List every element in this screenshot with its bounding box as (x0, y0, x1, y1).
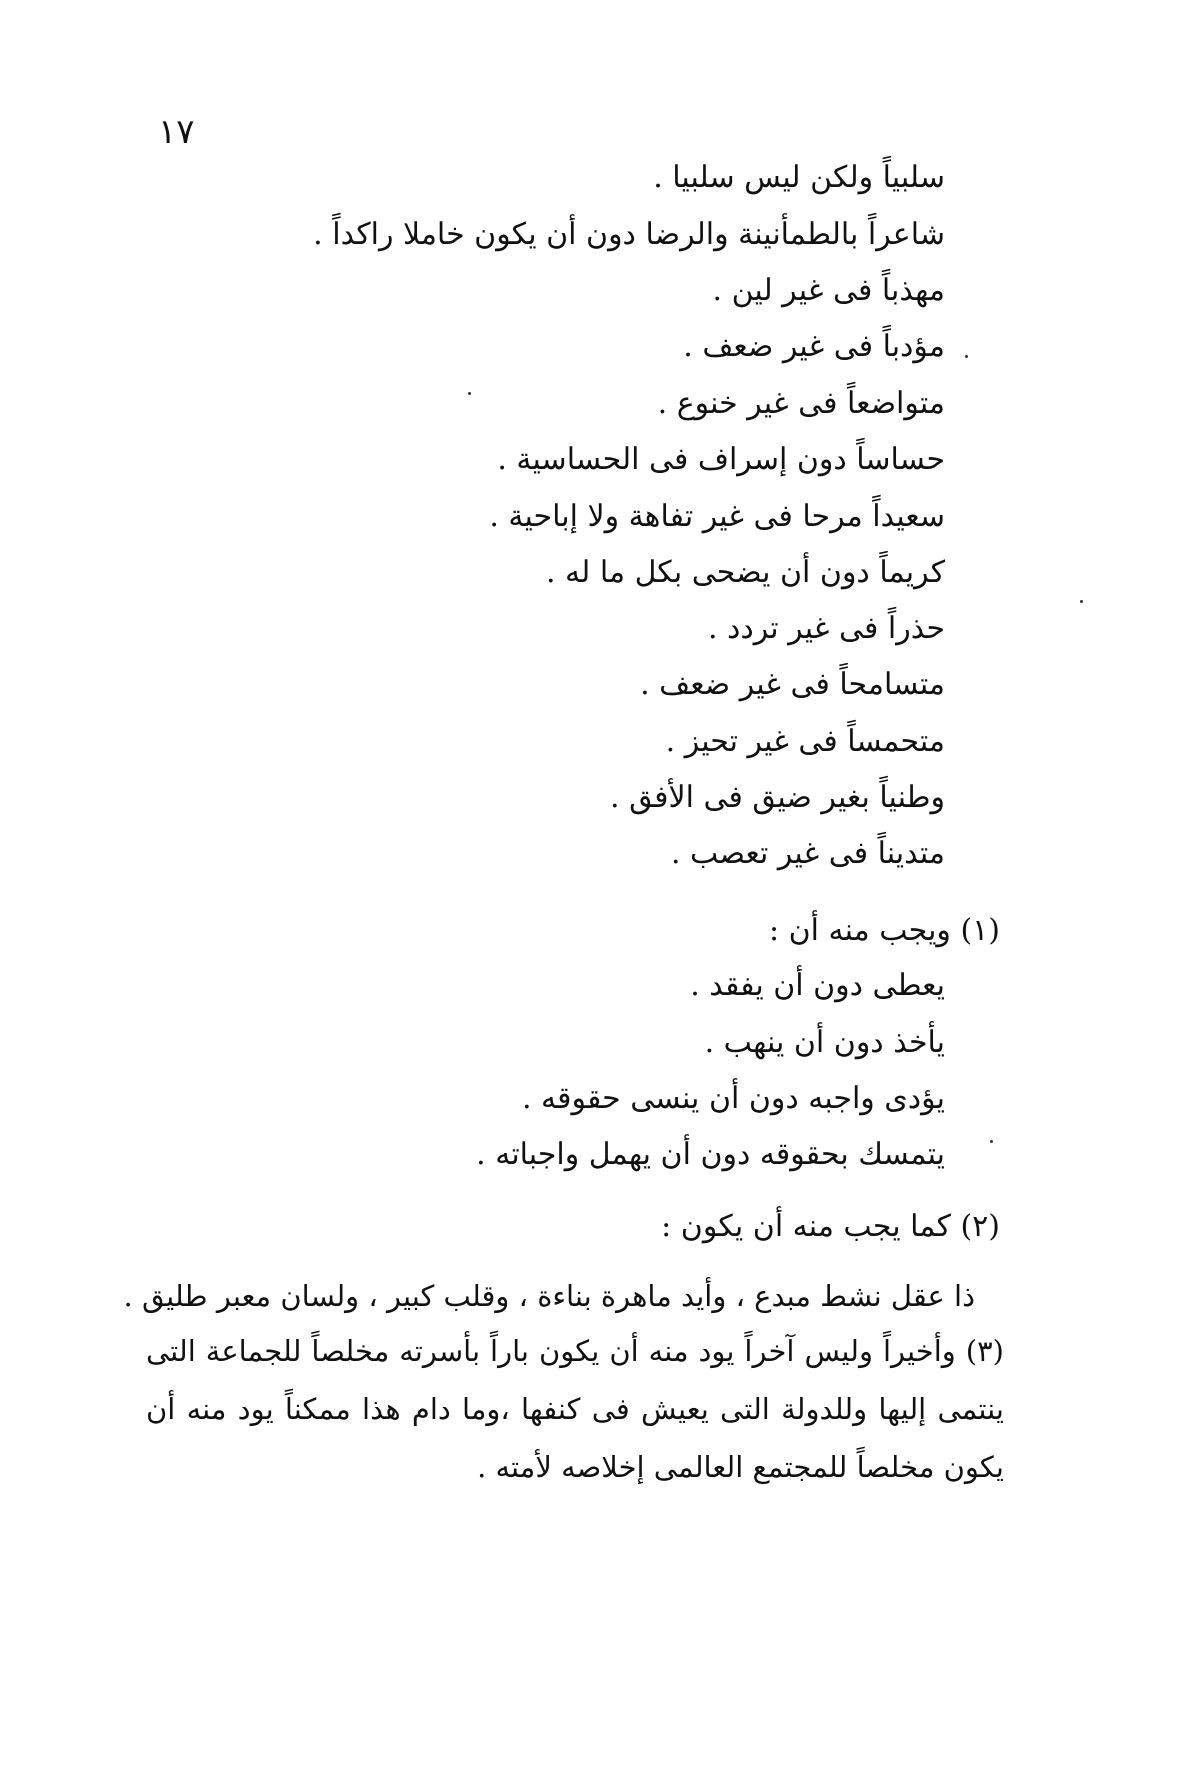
trait-line: متحمساً فى غير تحيز . (665, 724, 945, 759)
trait-line: حساساً دون إسراف فى الحساسية . (497, 442, 945, 477)
trait-line: سعيداً مرحا فى غير تفاهة ولا إباحية . (489, 499, 945, 534)
section-1-item: يعطى دون أن يفقد . (690, 968, 945, 1003)
trait-line: متسامحاً فى غير ضعف . (640, 667, 945, 702)
section-1-heading: (١) ويجب منه أن : (768, 913, 1000, 948)
trait-line: وطنياً بغير ضيق فى الأفق . (610, 780, 945, 815)
scan-speck (965, 355, 968, 358)
trait-line: شاعراً بالطمأنينة والرضا دون أن يكون خاملا راكداً . (313, 217, 945, 252)
section-2-heading: (٢) كما يجب منه أن يكون : (661, 1209, 1000, 1244)
trait-line: مؤدباً فى غير ضعف . (683, 329, 945, 364)
trait-line: حذراً فى غير تردد . (707, 611, 945, 646)
section-2-text: ذا عقل نشط مبدع ، وأيد ماهرة بناءة ، وقلب كبير ، ولسان معبر طليق . (123, 1279, 975, 1313)
trait-line: سلبياً ولكن ليس سلبيا . (653, 160, 945, 195)
trait-line: متواضعاً فى غير خنوع . (657, 386, 945, 421)
section-3-paragraph: (٣) وأخيراً وليس آخراً يود منه أن يكون باراً بأسرته مخلصاً للجماعة التى ينتمى إليها وللدولة التى يعيش فى كنفها ،وما دام هذا ممكناً يود منه أن يكون مخلصاً للمجتمع العالمى إخلاصه لأمته . (146, 1334, 1004, 1484)
scan-speck (990, 1140, 993, 1143)
trait-line: مهذباً فى غير لين . (712, 273, 945, 308)
scan-speck (1080, 600, 1083, 603)
scan-speck (468, 392, 471, 395)
section-1-item: يتمسك بحقوقه دون أن يهمل واجباته . (476, 1137, 945, 1172)
trait-line: كريماً دون أن يضحى بكل ما له . (545, 555, 945, 590)
section-1-item: يأخذ دون أن ينهب . (704, 1025, 945, 1060)
section-1-item: يؤدى واجبه دون أن ينسى حقوقه . (521, 1081, 945, 1116)
page-number: ١٧ (158, 112, 195, 152)
trait-line: متديناً فى غير تعصب . (670, 836, 945, 871)
